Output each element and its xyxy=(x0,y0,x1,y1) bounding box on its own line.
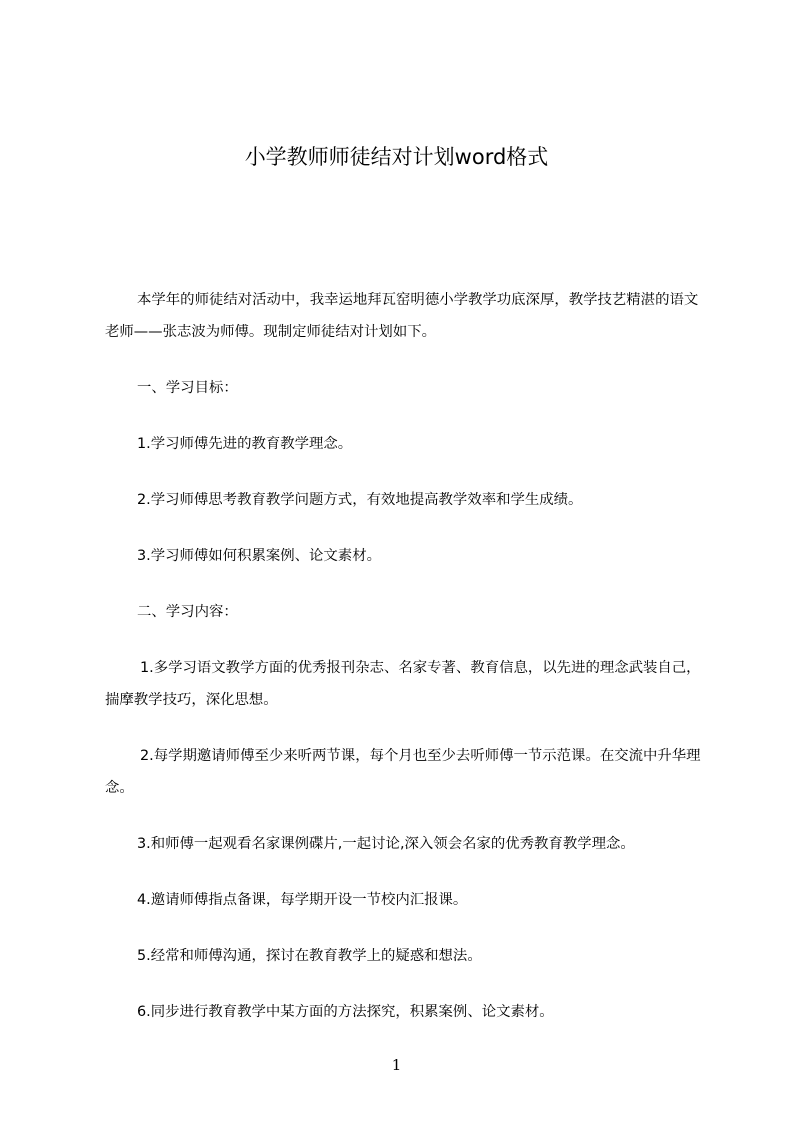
page-number: 1 xyxy=(391,1056,402,1074)
content-item: 5.经常和师傅沟通，探讨在教育教学上的疑惑和想法。 xyxy=(137,948,482,964)
content-item: 6.同步进行教育教学中某方面的方法探究，积累案例、论文素材。 xyxy=(137,1004,554,1020)
document-title: 小学教师师徒结对计划word格式 xyxy=(244,145,549,169)
content-item: 2.每学期邀请师傅至少来听两节课，每个月也至少去听师傅一节示范课。在交流中升华理念。 xyxy=(105,748,701,796)
content-item: 3.和师傅一起观看名家课例碟片,一起讨论,深入领会名家的优秀教育教学理念。 xyxy=(137,836,635,852)
section-heading-content: 二、学习内容： xyxy=(137,604,238,620)
goal-item: 3.学习师傅如何积累案例、论文素材。 xyxy=(137,548,381,564)
section-heading-goals: 一、学习目标： xyxy=(137,380,238,396)
document-body xyxy=(105,284,701,1052)
goal-item: 2.学习师傅思考教育教学问题方式，有效地提高教学效率和学生成绩。 xyxy=(137,492,583,508)
content-item: 4.邀请师傅指点备课，每学期开设一节校内汇报课。 xyxy=(137,892,468,908)
goal-item: 1.学习师傅先进的教育教学理念。 xyxy=(137,436,353,452)
intro-paragraph: 本学年的师徒结对活动中，我幸运地拜瓦窑明德小学教学功底深厚，教学技艺精湛的语文老师——张志波为师傅。现制定师徒结对计划如下。 xyxy=(105,292,699,340)
content-item: 1.多学习语文教学方面的优秀报刊杂志、名家专著、教育信息，以先进的理念武装自己，揣摩教学技巧，深化思想。 xyxy=(105,660,701,708)
